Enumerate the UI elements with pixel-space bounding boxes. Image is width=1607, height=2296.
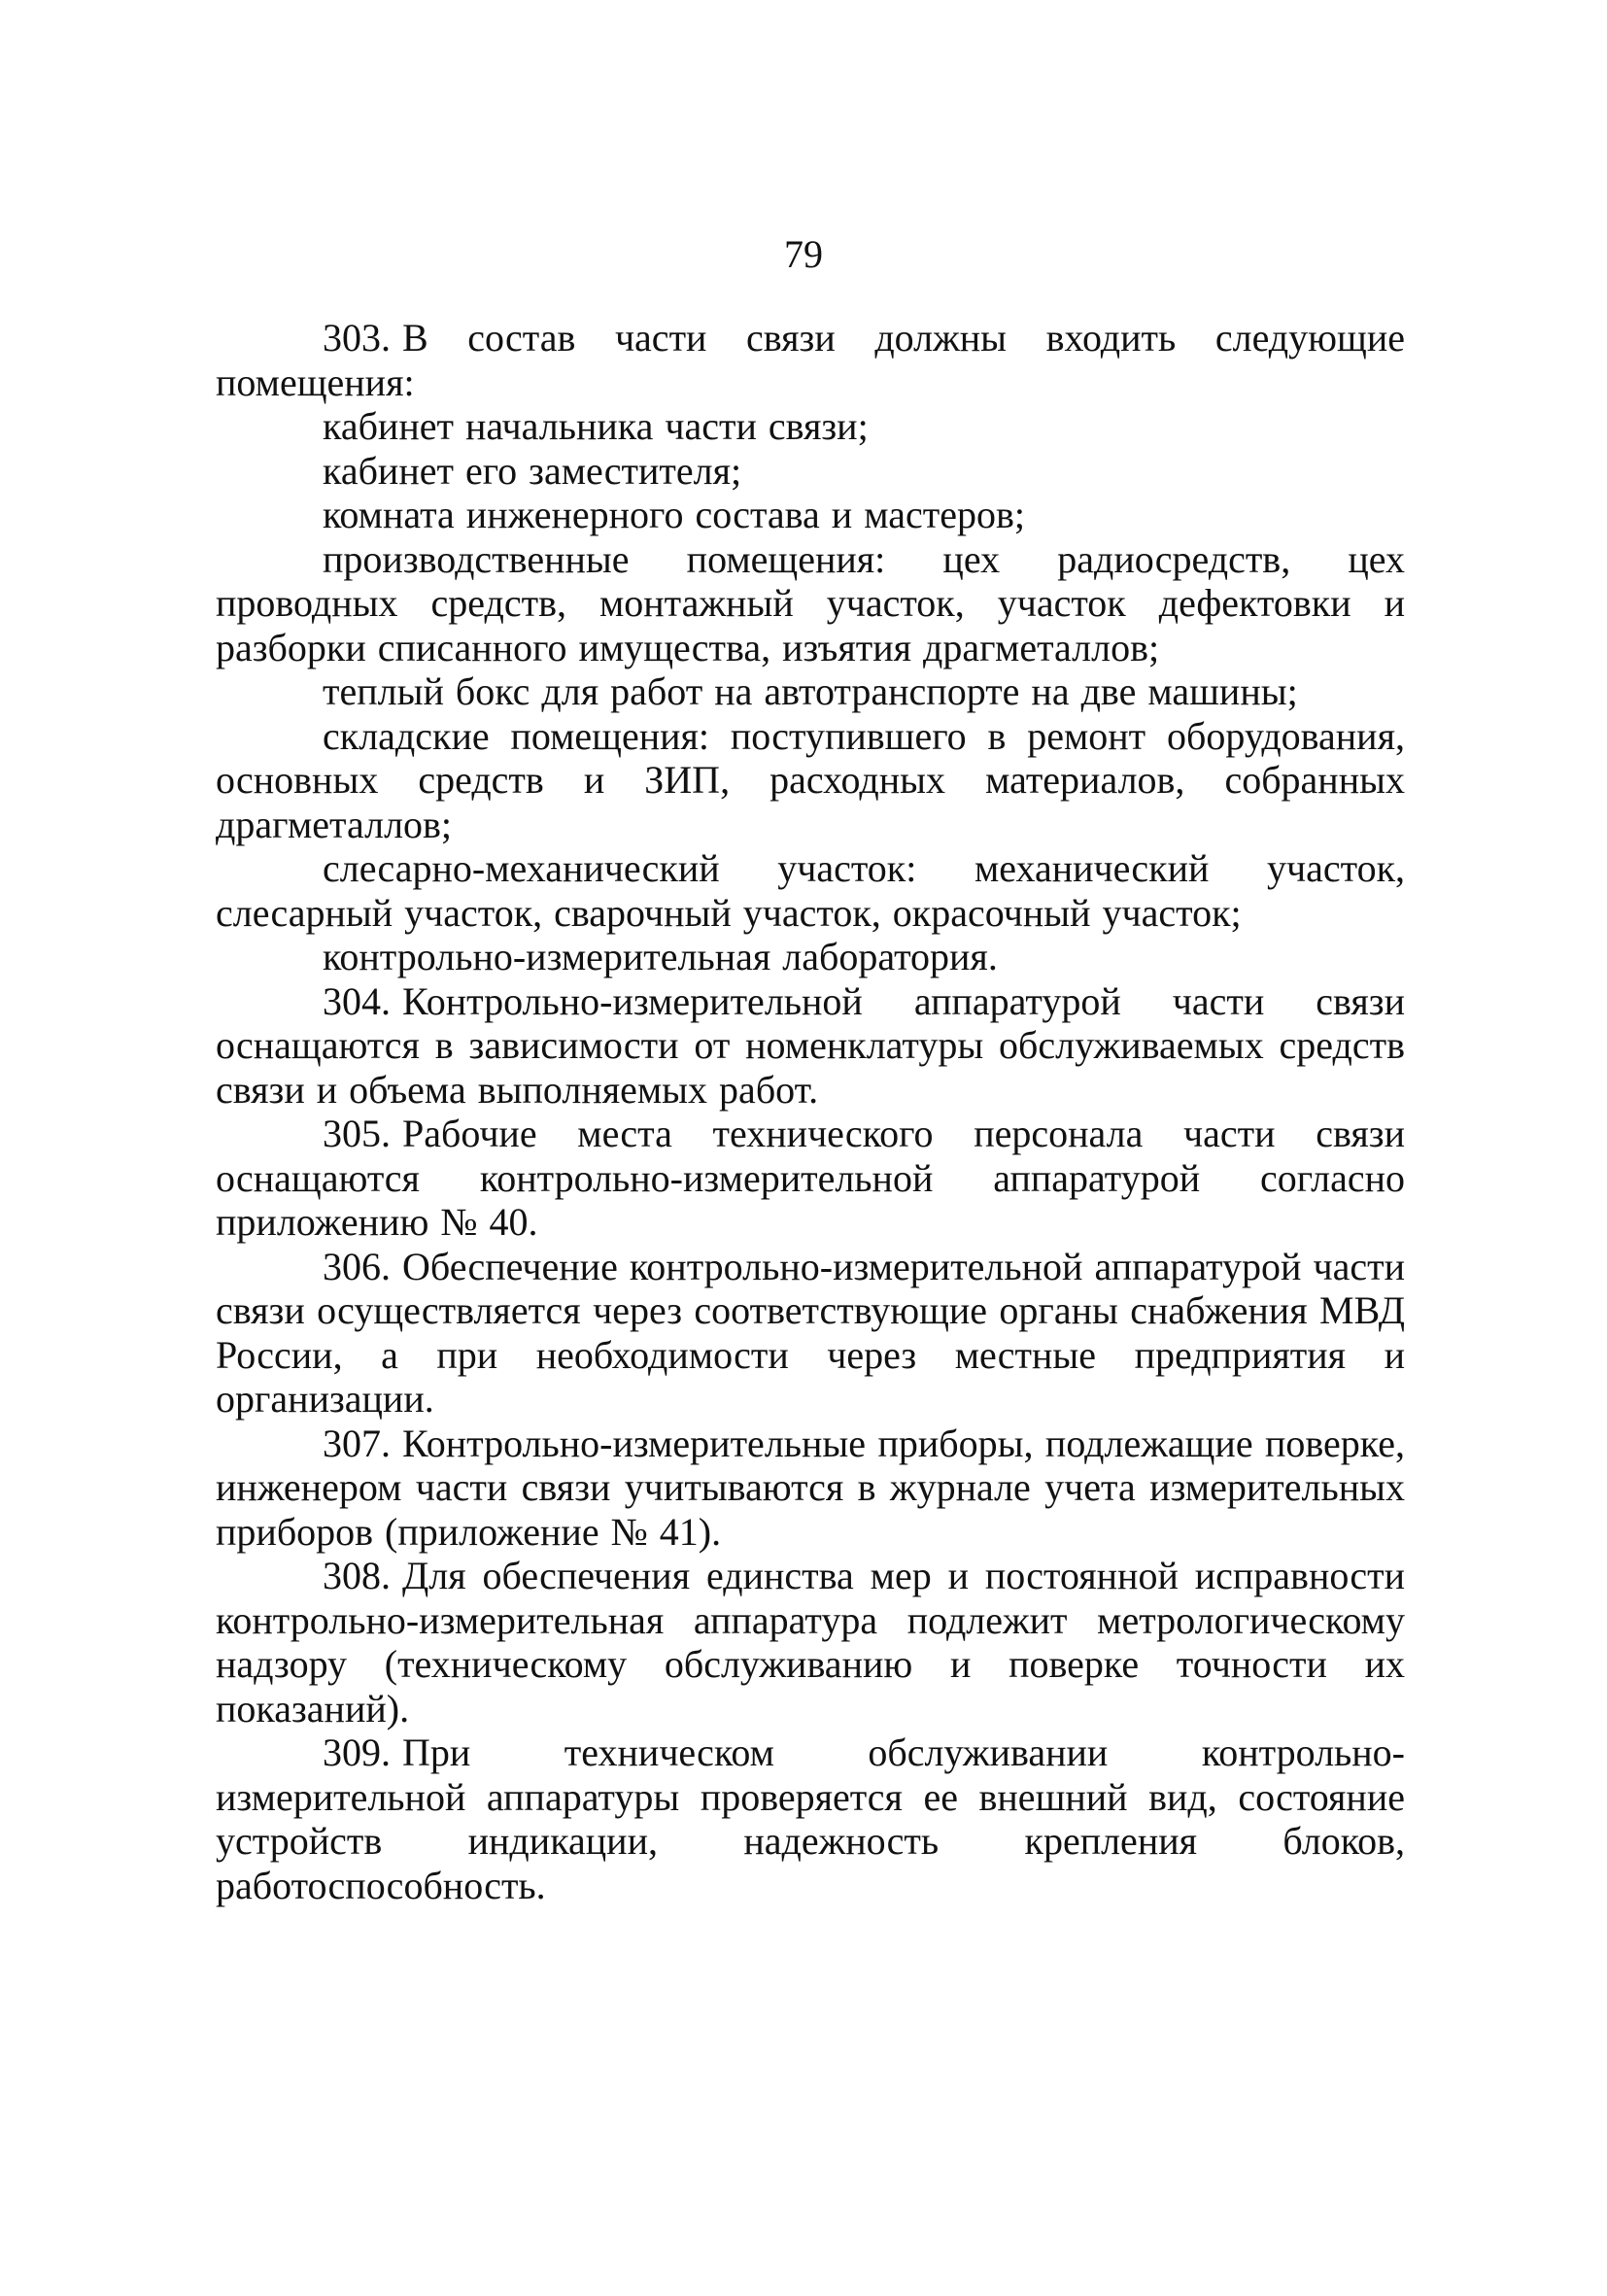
list-item (216, 537, 1405, 670)
paragraph-text: складские помещения: поступившего в ремонт оборудования, основных средств и ЗИП, расходных материалов, собранных драгметаллов; (216, 713, 1405, 846)
paragraph-number: 305. (323, 1112, 391, 1155)
list-item (216, 669, 1405, 714)
paragraph-text: В состав части связи должны входить следующие помещения: (216, 316, 1405, 404)
paragraph-text: слесарно-механический участок: механический участок, слесарный участок, сварочный участок, окрасочный участок; (216, 846, 1405, 935)
paragraph-text: Рабочие места технического персонала части связи оснащаются контрольно-измерительной аппаратурой согласно приложению № 40. (216, 1112, 1405, 1244)
document-body (216, 316, 1405, 1907)
paragraph-text: Для обеспечения единства мер и постоянной исправности контрольно-измерительная аппаратура подлежит метрологическому надзору (техническому обслуживанию и поверке точности их показаний). (216, 1554, 1405, 1731)
paragraph-text: Обеспечение контрольно-измерительной аппаратурой части связи осуществляется через соответствующие органы снабжения МВД России, а при необходимости через местные предприятия и организации. (216, 1244, 1405, 1421)
paragraph-text: контрольно-измерительная лаборатория. (323, 935, 998, 978)
paragraph-text: кабинет его заместителя; (323, 448, 742, 493)
paragraph-number: 306. (323, 1244, 391, 1288)
paragraph-text: производственные помещения: цех радиосредств, цех проводных средств, монтажный участок, участок дефектовки и разборки списанного имущества, изъятия драгметаллов; (216, 536, 1405, 669)
paragraph-number: 309. (323, 1731, 391, 1774)
paragraph-307 (216, 1422, 1405, 1555)
list-item (216, 449, 1405, 494)
paragraph-text: кабинет начальника части связи; (323, 404, 869, 448)
paragraph-text: комната инженерного состава и мастеров; (323, 493, 1025, 536)
paragraph-number: 307. (323, 1421, 391, 1465)
paragraph-308 (216, 1554, 1405, 1731)
paragraph-text: Контрольно-измерительной аппаратурой части связи оснащаются в зависимости от номенклатуры обслуживаемых средств связи и объема выполняемых работ. (216, 978, 1405, 1112)
paragraph-number: 308. (323, 1554, 391, 1597)
list-item (216, 935, 1405, 979)
paragraph-text: теплый бокс для работ на автотранспорте на две машины; (323, 669, 1298, 713)
paragraph-text: Контрольно-измерительные приборы, подлежащие поверке, инженером части связи учитываются в журнале учета измерительных приборов (приложение № 41). (216, 1421, 1405, 1554)
paragraph-309 (216, 1731, 1405, 1907)
paragraph-304 (216, 979, 1405, 1113)
paragraph-305 (216, 1112, 1405, 1245)
list-item (216, 404, 1405, 449)
list-item (216, 846, 1405, 935)
list-item (216, 493, 1405, 537)
list-item (216, 714, 1405, 847)
paragraph-number: 304. (323, 978, 391, 1023)
paragraph-number: 303. (323, 316, 391, 360)
page-number: 79 (784, 232, 823, 276)
paragraph-303 (216, 316, 1405, 404)
paragraph-306 (216, 1245, 1405, 1422)
paragraph-text: При техническом обслуживании контрольно-измерительной аппаратуры проверяется ее внешний вид, состояние устройств индикации, надежность крепления блоков, работоспособность. (216, 1731, 1405, 1907)
